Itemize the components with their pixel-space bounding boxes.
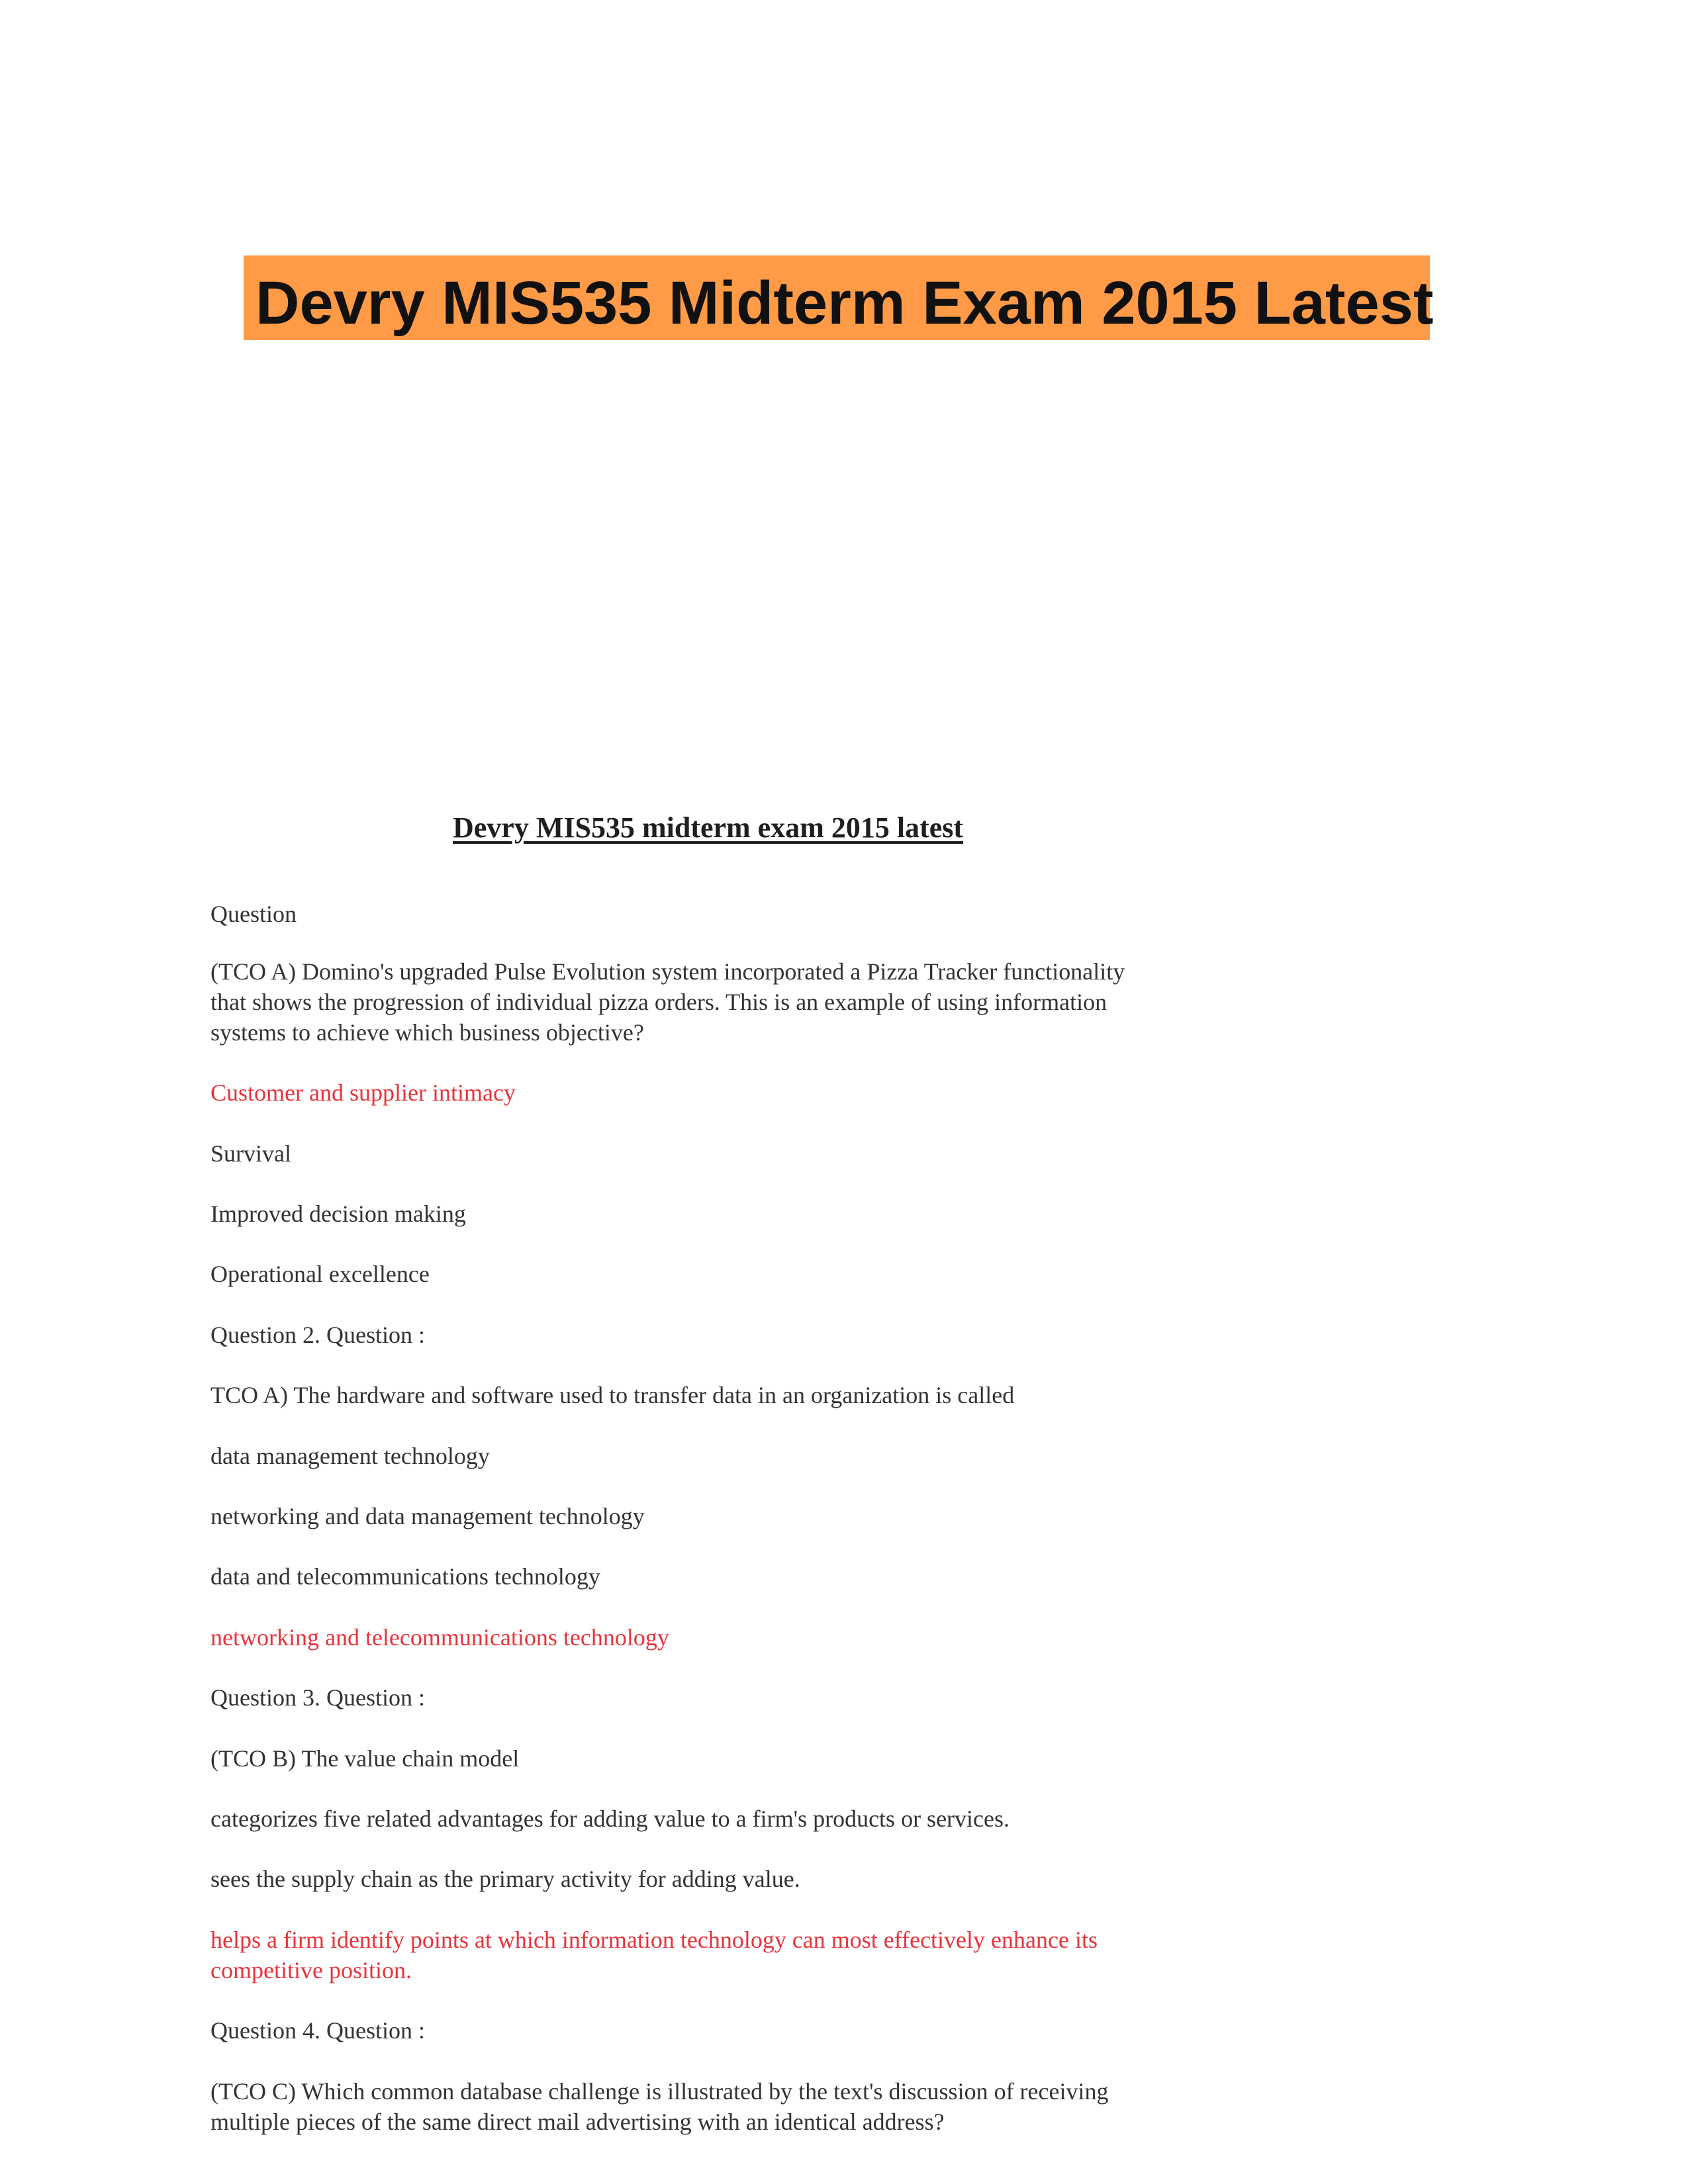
- answer-option: data and telecommunications technology: [211, 1563, 600, 1590]
- answer-option: Operational excellence: [211, 1261, 430, 1287]
- title-banner: [244, 255, 1434, 340]
- answer-option: sees the supply chain as the primary activity for adding value.: [211, 1866, 800, 1892]
- question-text-line: (TCO A) Domino's upgraded Pulse Evolution system incorporated a Pizza Tracker functionality: [211, 958, 1125, 985]
- answer-option: categorizes five related advantages for adding value to a firm's products or services.: [211, 1805, 1010, 1832]
- answer-option-correct: helps a firm identify points at which information technology can most effectively enhance its: [211, 1927, 1098, 1953]
- question-text-line: that shows the progression of individual pizza orders. This is an example of using information: [211, 989, 1107, 1015]
- question-label: Question 4. Question :: [211, 2017, 425, 2044]
- answer-option: data management technology: [211, 1443, 490, 1469]
- question-label: Question: [211, 901, 297, 927]
- answer-option-correct: competitive position.: [211, 1957, 412, 1983]
- answer-option: Improved decision making: [211, 1201, 466, 1227]
- question-label: Question 3. Question :: [211, 1684, 425, 1711]
- document-title: Devry MIS535 midterm exam 2015 latest: [453, 811, 964, 844]
- question-text-line: (TCO B) The value chain model: [211, 1745, 520, 1772]
- answer-option-correct: Customer and supplier intimacy: [211, 1079, 516, 1106]
- answer-option: Survival: [211, 1140, 291, 1167]
- question-text-line: (TCO C) Which common database challenge is illustrated by the text's discussion of receiving: [211, 2078, 1109, 2105]
- answer-option-correct: networking and telecommunications technology: [211, 1624, 669, 1651]
- question-text-line: TCO A) The hardware and software used to transfer data in an organization is called: [211, 1382, 1015, 1408]
- banner-title: Devry MIS535 Midterm Exam 2015 Latest: [256, 269, 1434, 337]
- answer-option: networking and data management technology: [211, 1503, 645, 1529]
- question-label: Question 2. Question :: [211, 1322, 425, 1348]
- question-text-line: multiple pieces of the same direct mail advertising with an identical address?: [211, 2109, 945, 2135]
- question-text-line: systems to achieve which business objective?: [211, 1019, 644, 1046]
